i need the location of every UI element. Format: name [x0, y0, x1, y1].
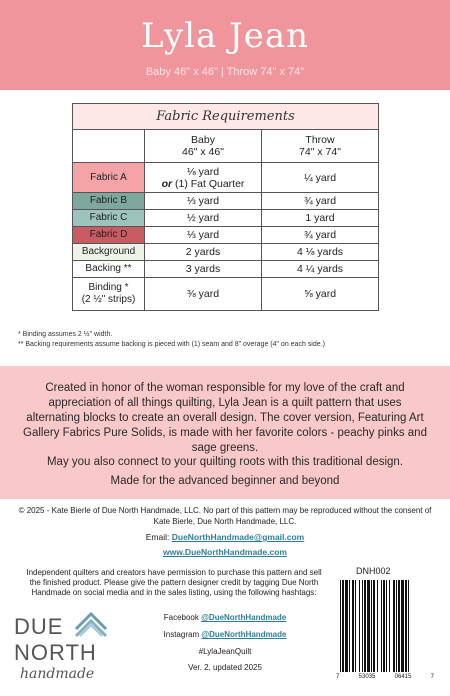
cell-baby: ⅓ yard: [145, 193, 262, 210]
barcode-bar: [367, 580, 370, 672]
pattern-title: Lyla Jean: [140, 16, 310, 56]
logo-north: NORTH: [14, 640, 97, 665]
cell-baby: ½ yard: [145, 210, 262, 227]
column-throw-name: Throw: [305, 134, 335, 146]
table-caption: Fabric Requirements: [73, 104, 379, 130]
table-row-fabric-a: [73, 163, 379, 193]
email-line: [0, 532, 450, 542]
table-row-binding: [73, 278, 379, 311]
barcode-bar: [373, 580, 375, 672]
row-label: Fabric C: [73, 210, 145, 227]
instagram-link[interactable]: @DueNorthHandmade: [201, 630, 287, 639]
cell-baby: ⅓ yard: [145, 227, 262, 244]
backing-footnote: ** Backing requirements assume backing is pieced with (1) seam and 8" overage (4" on each side.): [18, 341, 325, 348]
row-label: Fabric D: [73, 227, 145, 244]
header-banner: [0, 0, 450, 90]
cell-throw: 1 yard: [262, 210, 379, 227]
logo-handmade: handmade: [20, 666, 95, 682]
pattern-code: DNH002: [356, 566, 391, 576]
barcode-bar: [377, 580, 378, 672]
binding-footnote: * Binding assumes 2 ½" width.: [18, 331, 113, 338]
barcode-digit-group: 7: [430, 674, 434, 680]
column-baby-size: 46" x 46": [182, 146, 224, 158]
binding-label: Binding *: [88, 282, 129, 293]
column-header-baby: [145, 130, 262, 163]
barcode-bar: [345, 580, 348, 672]
table-row-fabric-c: [73, 210, 379, 227]
barcode-bar: [393, 580, 395, 672]
fabric-requirements-table: [72, 103, 379, 311]
barcode-bar: [386, 580, 387, 672]
version-text: Ver. 2, updated 2025: [188, 663, 262, 672]
barcode-bar: [362, 580, 363, 672]
cell-baby: ⅜ yard: [145, 278, 262, 311]
footnotes: [18, 330, 438, 350]
barcode-bar: [342, 580, 344, 672]
chevron-mark-icon: [74, 612, 108, 638]
column-throw-size: 74" x 74": [299, 146, 341, 158]
or-text: or: [161, 177, 173, 190]
column-baby-name: Baby: [191, 134, 215, 146]
barcode-bar: [371, 580, 372, 672]
barcode-bar: [408, 580, 409, 672]
instagram-label: Instagram: [163, 630, 202, 639]
email-link[interactable]: DueNorthHandmade@gmail.com: [171, 532, 305, 542]
cell-throw: ¼ yard: [262, 163, 379, 193]
cell-throw: 4 ¼ yards: [262, 261, 379, 278]
column-header-throw: [262, 130, 379, 163]
row-label: Background: [73, 244, 145, 261]
cell-throw: ⅝ yard: [262, 278, 379, 311]
fat-quarter-text: (1) Fat Quarter: [172, 177, 245, 190]
skill-level: Made for the advanced beginner and beyond: [110, 475, 340, 487]
barcode-digit-group: 53035: [358, 674, 376, 680]
row-label: Backing **: [73, 261, 145, 278]
cell-baby: 3 yards: [145, 261, 262, 278]
cell-throw: ¾ yard: [262, 193, 379, 210]
website-line: [0, 547, 450, 557]
facebook-line: [120, 613, 330, 622]
barcode-icon: [338, 580, 432, 672]
barcode-bar: [349, 580, 350, 672]
cell-baby: [145, 163, 262, 193]
barcode-bar: [352, 580, 354, 672]
pattern-sizes: Baby 46" x 46" | Throw 74" x 74": [145, 66, 305, 78]
header-blank: [73, 130, 145, 163]
barcode-bar: [340, 580, 341, 672]
row-label: Fabric A: [73, 163, 145, 193]
facebook-link[interactable]: @DueNorthHandmade: [201, 613, 287, 622]
barcode-bar: [389, 580, 390, 672]
cell-baby-line1: ⅛ yard: [186, 165, 220, 178]
hashtag: #LylaJeanQuilt: [198, 647, 252, 656]
table-row-fabric-b: [73, 193, 379, 210]
barcode-bar: [405, 580, 407, 672]
barcode-bar: [383, 580, 385, 672]
facebook-label: Facebook: [163, 613, 202, 622]
cell-baby-line2: [145, 178, 261, 190]
barcode-bar: [398, 580, 400, 672]
description-wish: May you also connect to your quilting roots with this traditional design.: [46, 456, 404, 468]
due-north-logo: [14, 610, 114, 690]
table-row-fabric-d: [73, 227, 379, 244]
barcode-bar: [401, 580, 404, 672]
website-link[interactable]: www.DueNorthHandmade.com: [163, 547, 287, 557]
barcode-bar: [364, 580, 366, 672]
barcode-digit-group: 7: [336, 674, 340, 680]
copyright-notice: © 2025 - Kate Bierle of Due North Handmade, LLC. No part of this pattern may be reproduced without the consent of Kate Bierle, Due North Handmade, LLC.: [18, 506, 432, 526]
table-row-backing: [73, 261, 379, 278]
barcode-digit-group: 06415: [394, 674, 412, 680]
barcode-bar: [355, 580, 356, 672]
logo-due: DUE: [14, 614, 64, 639]
barcode-digits: [336, 674, 434, 680]
barcode-bar: [359, 580, 360, 672]
cell-throw: 4 ⅛ yards: [262, 244, 379, 261]
table-row-background: [73, 244, 379, 261]
selling-permission: Independent quilters and creators have permission to purchase this pattern and sell the finished product. Please give the pattern designer credit by tagging Due North Handmade on social media and in the sales listing, using the following hashtags:: [26, 568, 322, 597]
row-label: [73, 278, 145, 311]
description-paragraph: Created in honor of the woman responsible for my love of the craft and appreciation of all things quilting, Lyla Jean is a quilt pattern that uses alternating blocks to create an overall design. The cover version, Featuring Art Gallery Fabrics Pure Solids, is made with her favorite colors - peachy pinks and sage greens.: [23, 382, 427, 454]
barcode-bar: [396, 580, 397, 672]
email-label: Email:: [145, 532, 172, 542]
table-header-row: [73, 130, 379, 163]
binding-strip-note: (2 ½" strips): [81, 294, 136, 305]
instagram-line: [120, 630, 330, 639]
cell-throw: ¾ yard: [262, 227, 379, 244]
barcode-bar: [381, 580, 382, 672]
row-label: Fabric B: [73, 193, 145, 210]
cell-baby: 2 yards: [145, 244, 262, 261]
